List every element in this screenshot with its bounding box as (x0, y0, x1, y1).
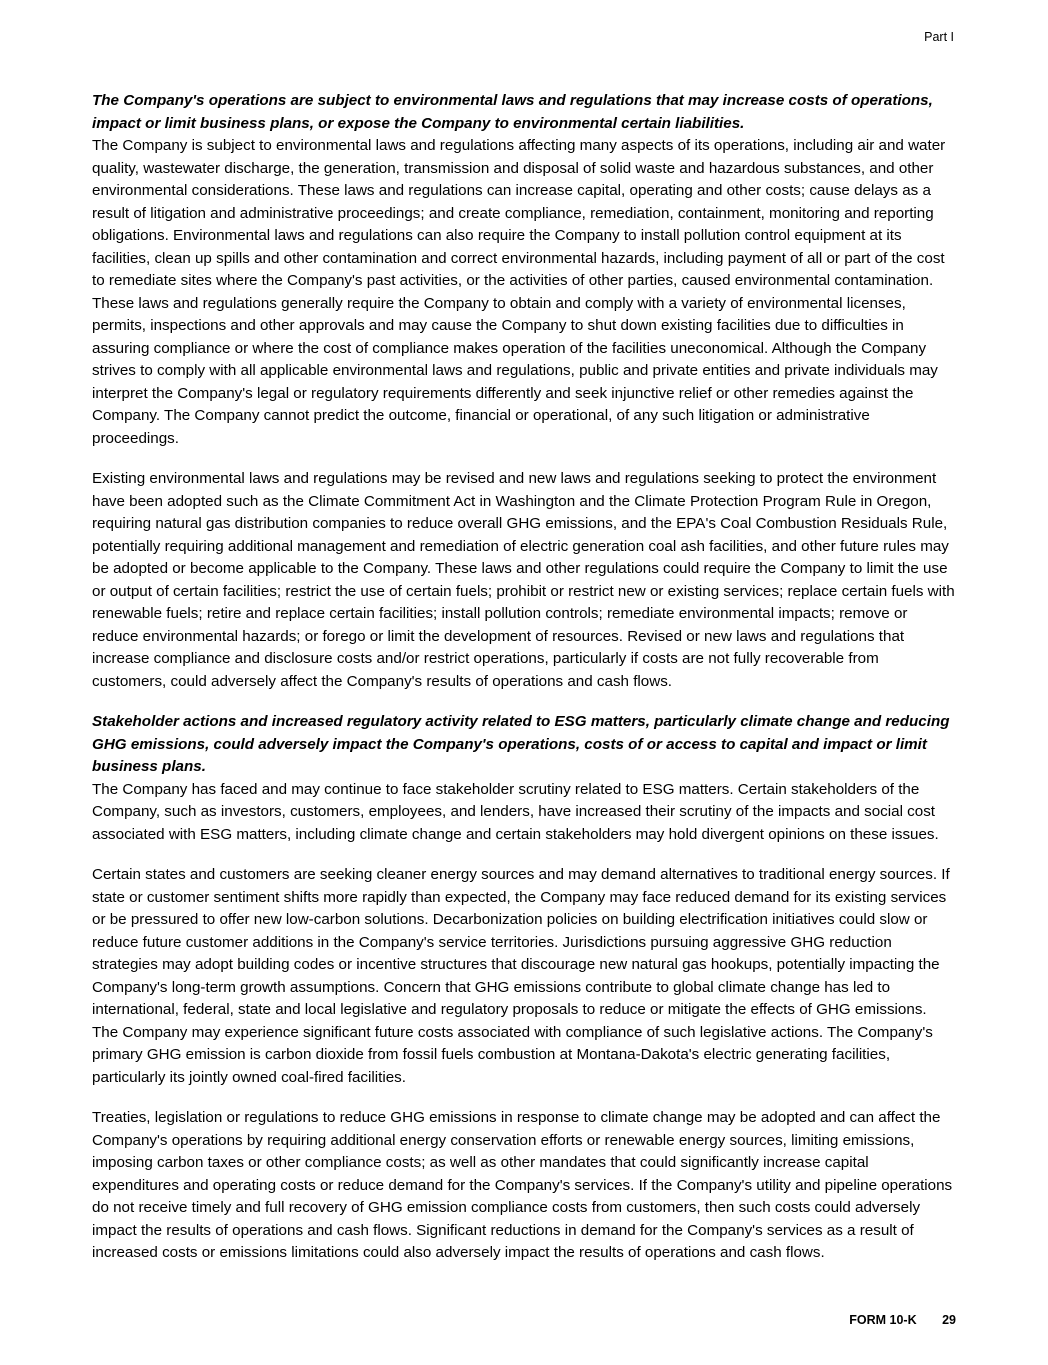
footer-form-label: FORM 10-K (849, 1313, 917, 1327)
risk-heading-esg-stakeholder: Stakeholder actions and increased regulatory activity related to ESG matters, particularly climate change and reducing GHG emissions, could adversely impact the Company's operations, costs of or access to capital and impact or limit business plans. (92, 713, 950, 775)
risk-heading-environmental-laws: The Company's operations are subject to environmental laws and regulations that may increase costs of operations, impact or limit business plans, or expose the Company to environmental certain liabilities. (92, 92, 933, 132)
paragraph-existing-laws-revised: Existing environmental laws and regulations may be revised and new laws and regulations seeking to protect the environment have been adopted such as the Climate Commitment Act in Washington and the Climate Protection Program Rule in Oregon, requiring natural gas distribution companies to reduce overall GHG emissions, and the EPA's Coal Combustion Residuals Rule, potentially requiring additional management and remediation of electric generation coal ash facilities, and other future rules may be adopted or become applicable to the Company. These laws and other regulations could require the Company to limit the use or output of certain facilities; restrict the use of certain fuels; prohibit or restrict new or existing services; replace certain fuels with renewable fuels; retire and replace certain facilities; install pollution controls; remediate environmental impacts; remove or reduce environmental hazards; or forego or limit the development of resources. Revised or new laws and regulations that increase compliance and disclosure costs and/or restrict operations, particularly if costs are not fully recoverable from customers, could adversely affect the Company's results of operations and cash flows. (92, 470, 955, 690)
paragraph-stakeholder-scrutiny: The Company has faced and may continue to face stakeholder scrutiny related to ESG matters. Certain stakeholders of the Company, such as investors, customers, employees, and lenders, have increased their scrutiny of the impacts and social cost associated with ESG matters, including climate change and certain stakeholders may hold divergent opinions on these issues. (92, 780, 939, 843)
paragraph-treaties-legislation: Treaties, legislation or regulations to reduce GHG emissions in response to climate change may be adopted and can affect the Company's operations by requiring additional energy conservation efforts or renewable energy sources, limiting emissions, imposing carbon taxes or other compliance costs; as well as other mandates that could significantly increase capital expenditures and operating costs or reduce demand for the Company's services. If the Company's utility and pipeline operations do not receive timely and full recovery of GHG emission compliance costs from customers, then such costs could adversely impact the results of operations and cash flows. Significant reductions in demand for the Company's services as a result of increased costs or emissions limitations could also adversely impact the results of operations and cash flows. (92, 1109, 953, 1261)
paragraph-spacer (92, 846, 956, 864)
header-part-label: Part I (924, 30, 954, 44)
page-footer (92, 1313, 956, 1327)
page-content (92, 90, 956, 1265)
paragraph-environmental-laws: The Company is subject to environmental laws and regulations affecting many aspects of its operations, including air and water quality, wastewater discharge, the generation, transmission and disposal of solid waste and hazardous substances, and other environmental considerations. These laws and regulations can increase capital, operating and other costs; cause delays as a result of litigation and administrative proceedings; and create compliance, remediation, containment, monitoring and reporting obligations. Environmental laws and regulations can also require the Company to install pollution control equipment at its facilities, clean up spills and other contamination and correct environmental hazards, including payment of all or part of the cost to remediate sites where the Company's past activities, or the activities of other parties, caused environmental contamination. These laws and regulations generally require the Company to obtain and comply with a variety of environmental licenses, permits, inspections and other approvals and may cause the Company to shut down existing facilities due to difficulties in assuring compliance or where the cost of compliance makes operation of the facilities uneconomical. Although the Company strives to comply with all applicable environmental laws and regulations, public and private entities and private individuals may interpret the Company's legal or regulatory requirements differently and seek injunctive relief or other remedies against the Company. The Company cannot predict the outcome, financial or operational, of any such litigation or administrative proceedings. (92, 137, 946, 447)
paragraph-spacer (92, 450, 956, 468)
footer-page-number: 29 (942, 1313, 956, 1327)
page-header (92, 30, 956, 44)
paragraph-cleaner-energy-demand: Certain states and customers are seeking cleaner energy sources and may demand alternatives to traditional energy sources. If state or customer sentiment shifts more rapidly than expected, the Company may face reduced demand for its existing services or be pressured to offer new low-carbon solutions. Decarbonization policies on building electrification initiatives could slow or reduce future customer additions in the Company's service territories. Jurisdictions pursuing aggressive GHG reduction strategies may adopt building codes or incentive structures that discourage new natural gas hookups, potentially impacting the Company's long-term growth assumptions. Concern that GHG emissions contribute to global climate change has led to international, federal, state and local legislative and regulatory proposals to reduce or mitigate the effects of GHG emissions. The Company may experience significant future costs associated with compliance of such legislative actions. The Company's primary GHG emission is carbon dioxide from fossil fuels combustion at Montana-Dakota's electric generating facilities, particularly its jointly owned coal-fired facilities. (92, 866, 950, 1086)
paragraph-spacer (92, 1089, 956, 1107)
paragraph-spacer (92, 693, 956, 711)
